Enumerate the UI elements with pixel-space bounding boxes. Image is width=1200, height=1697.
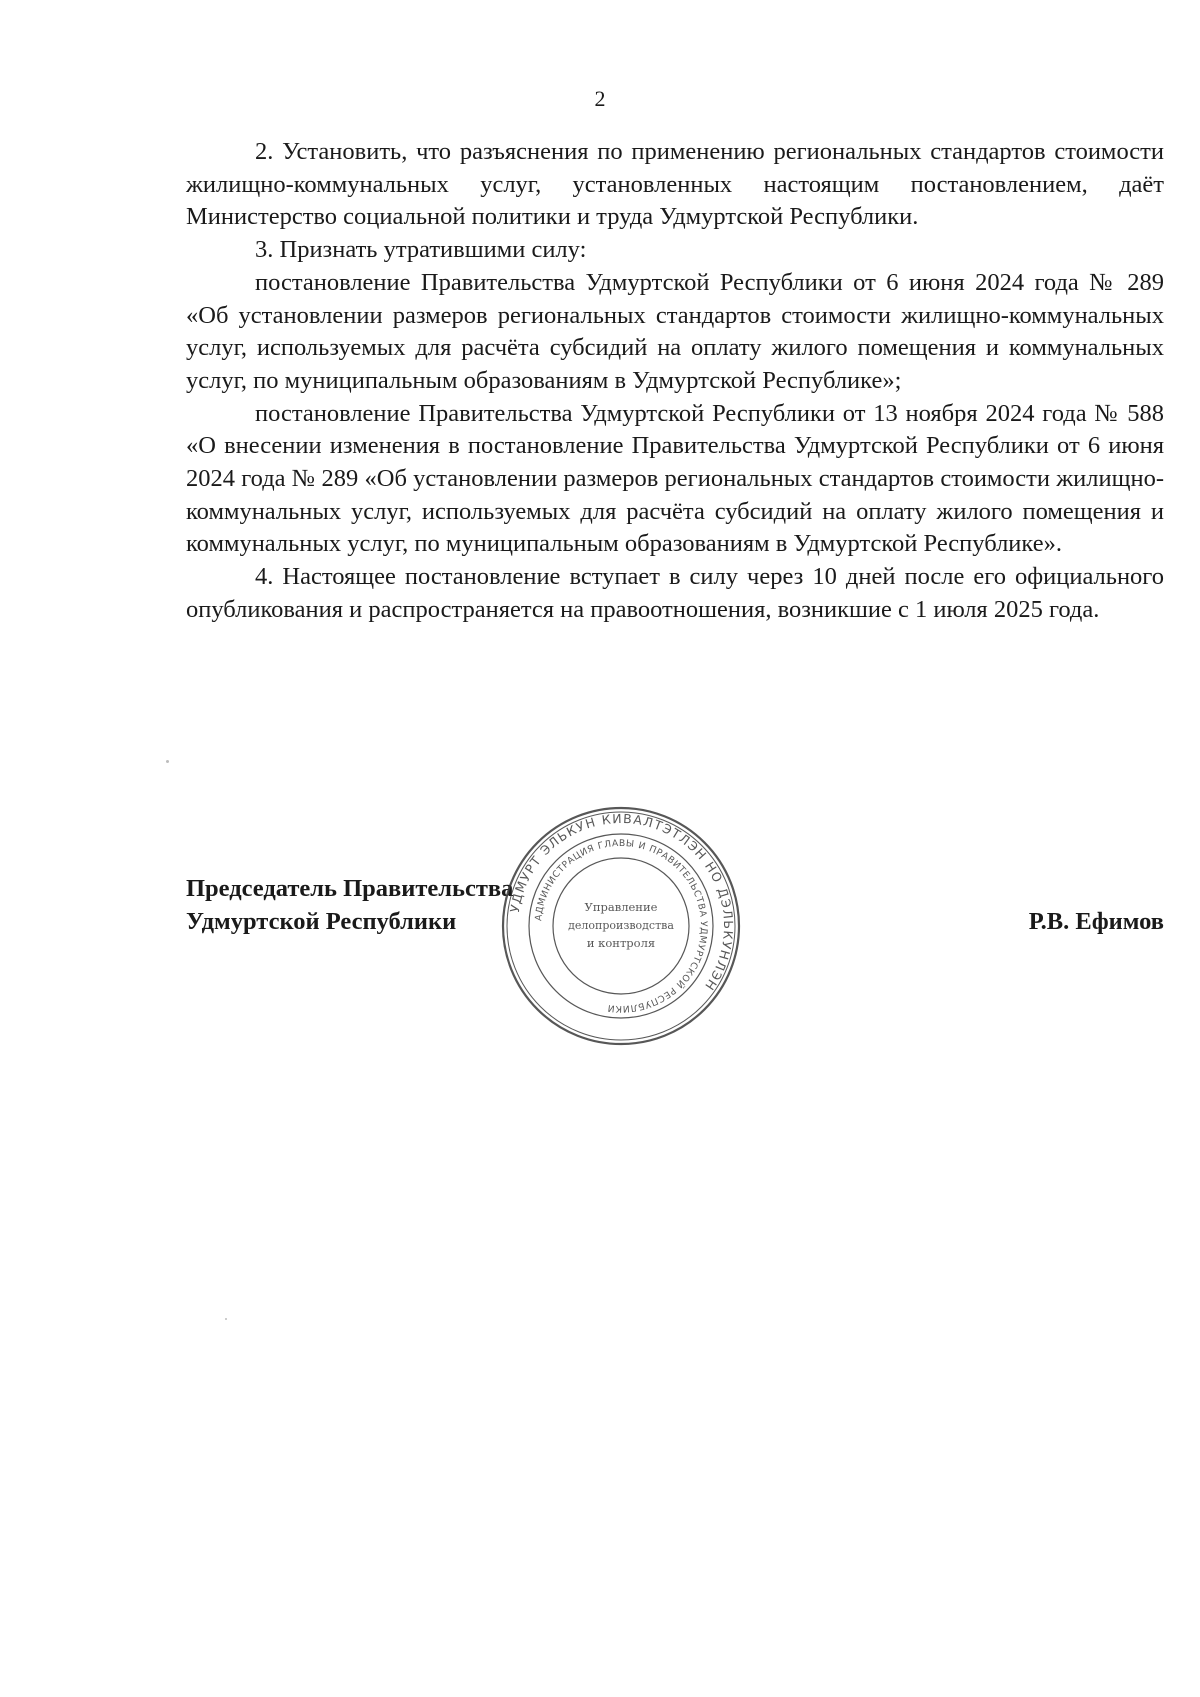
signatory-position-line-1: Председатель Правительства xyxy=(186,875,514,902)
paragraph-repealed-act-2: постановление Правительства Удмуртской Республики от 13 ноября 2024 года № 588 «О внесении изменения в постановление Правительства Удмуртской Республики от 6 июня 2024 года № 289 «Об установлении размеров региональных стандартов стоимости жилищно-коммунальных услуг, используемых для расчёта субсидий на оплату жилого помещения и коммунальных услуг, по муниципальным образованиям в Удмуртской Республике». xyxy=(186,399,1164,558)
scan-speck xyxy=(166,760,169,763)
paragraph-clause-4: 4. Настоящее постановление вступает в силу через 10 дней после его официального опубликования и распространяется на правоотношения, возникшие с 1 июля 2025 года. xyxy=(186,563,1164,623)
signatory-name: Р.В. Ефимов xyxy=(1028,908,1164,935)
seal-center-line-3: и контроля xyxy=(586,936,656,950)
seal-center-line-1: Управление xyxy=(584,900,658,914)
paragraph-repealed-act-1: постановление Правительства Удмуртской Республики от 6 июня 2024 года № 289 «Об установлении размеров региональных стандартов стоимости жилищно-коммунальных услуг, используемых для расчёта субсидий на оплату жилого помещения и коммунальных услуг, по муниципальным образованиям в Удмуртской Республике»; xyxy=(186,268,1164,394)
paragraph-clause-3: 3. Признать утратившими силу: xyxy=(255,236,587,264)
seal-outer-ring-text: УДМУРТ ЭЛЬКУН КИВАЛТЭТЛЭН НО ДЭЛЬКУНЛЭН xyxy=(506,810,737,994)
official-seal xyxy=(500,805,742,1047)
signatory-position-line-2: Удмуртской Республики xyxy=(186,907,457,935)
seal-center-line-2: делопроизводства xyxy=(568,919,674,932)
signatory-position xyxy=(186,873,513,938)
document-body xyxy=(186,136,1164,627)
paragraph-clause-2: 2. Установить, что разъяснения по применению региональных стандартов стоимости жилищно-коммунальных услуг, установленных настоящим постановлением, даёт Министерство социальной политики и труда Удмуртской Республики. xyxy=(186,138,1164,231)
page-number: 2 xyxy=(594,86,606,111)
seal-inner-ring-text: АДМИНИСТРАЦИЯ ГЛАВЫ И ПРАВИТЕЛЬСТВА УДМУРТСКОЙ РЕСПУБЛИКИ xyxy=(533,837,710,1015)
scan-speck xyxy=(225,1318,227,1320)
